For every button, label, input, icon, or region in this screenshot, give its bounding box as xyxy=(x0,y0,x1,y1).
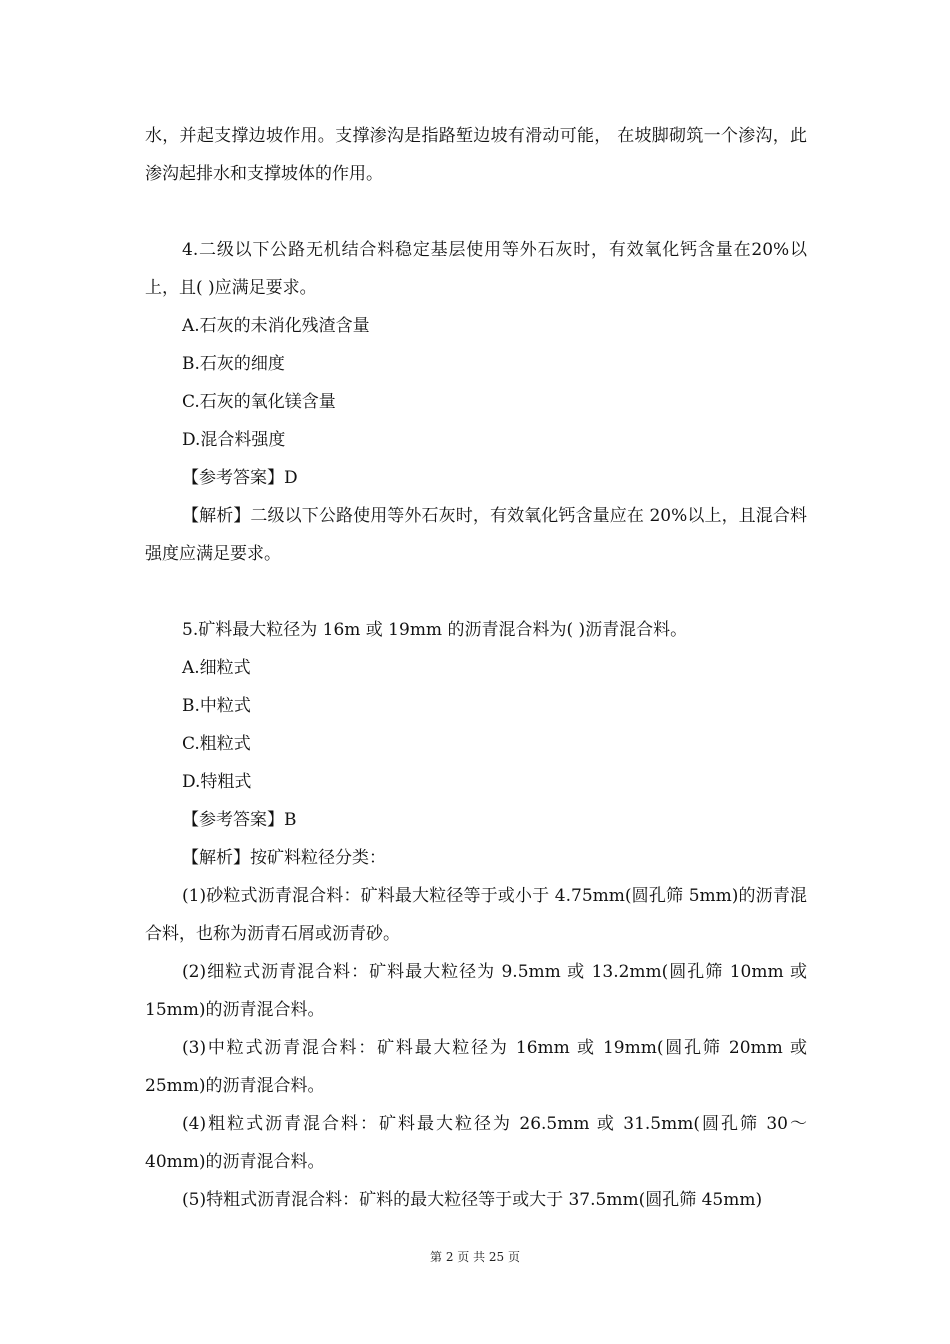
q5-option-c: C.粗粒式 xyxy=(182,734,251,754)
q4-option-d: D.混合料强度 xyxy=(182,430,286,450)
q5-analysis-item-2: (2)细粒式沥青混合料：矿料最大粒径为 9.5mm 或 13.2mm(圆孔筛 10mm 或 15mm)的沥青混合料。 xyxy=(145,962,807,1020)
q4-option-a: A.石灰的未消化残渣含量 xyxy=(182,316,370,336)
q5-analysis-item-4: (4)粗粒式沥青混合料：矿料最大粒径为 26.5mm 或 31.5mm(圆孔筛 30～40mm)的沥青混合料。 xyxy=(145,1114,807,1172)
section-gap xyxy=(145,193,807,231)
q5-analysis-item-3: (3)中粒式沥青混合料：矿料最大粒径为 16mm 或 19mm(圆孔筛 20mm 或 25mm)的沥青混合料。 xyxy=(145,1038,807,1096)
section-gap xyxy=(145,573,807,611)
intro-paragraph: 水，并起支撑边坡作用。支撑渗沟是指路堑边坡有滑动可能， 在坡脚砌筑一个渗沟，此渗沟起排水和支撑坡体的作用。 xyxy=(145,126,807,184)
question-4: 4.二级以下公路无机结合料稳定基层使用等外石灰时，有效氧化钙含量在20%以上，且( )应满足要求。 xyxy=(145,240,807,298)
q5-option-a: A.细粒式 xyxy=(182,658,251,678)
q4-option-b: B.石灰的细度 xyxy=(182,354,285,374)
question-5: 5.矿料最大粒径为 16m 或 19mm 的沥青混合料为( )沥青混合料。 xyxy=(182,620,688,640)
q4-answer: 【参考答案】D xyxy=(182,468,298,488)
q5-option-d: D.特粗式 xyxy=(182,772,252,792)
q4-option-c: C.石灰的氧化镁含量 xyxy=(182,392,336,412)
q5-analysis-item-1: (1)砂粒式沥青混合料：矿料最大粒径等于或小于 4.75mm(圆孔筛 5mm)的沥青混合料，也称为沥青石屑或沥青砂。 xyxy=(145,886,807,944)
q5-answer: 【参考答案】B xyxy=(182,810,297,830)
q4-analysis: 【解析】二级以下公路使用等外石灰时，有效氧化钙含量应在 20%以上，且混合料强度应满足要求。 xyxy=(145,506,807,564)
q5-option-b: B.中粒式 xyxy=(182,696,251,716)
page-footer: 第 2 页 共 25 页 xyxy=(430,1250,520,1264)
page-content xyxy=(145,117,807,1219)
q5-analysis-title: 【解析】按矿料粒径分类： xyxy=(182,848,386,868)
q5-analysis-item-5: (5)特粗式沥青混合料：矿料的最大粒径等于或大于 37.5mm(圆孔筛 45mm) xyxy=(182,1190,763,1210)
